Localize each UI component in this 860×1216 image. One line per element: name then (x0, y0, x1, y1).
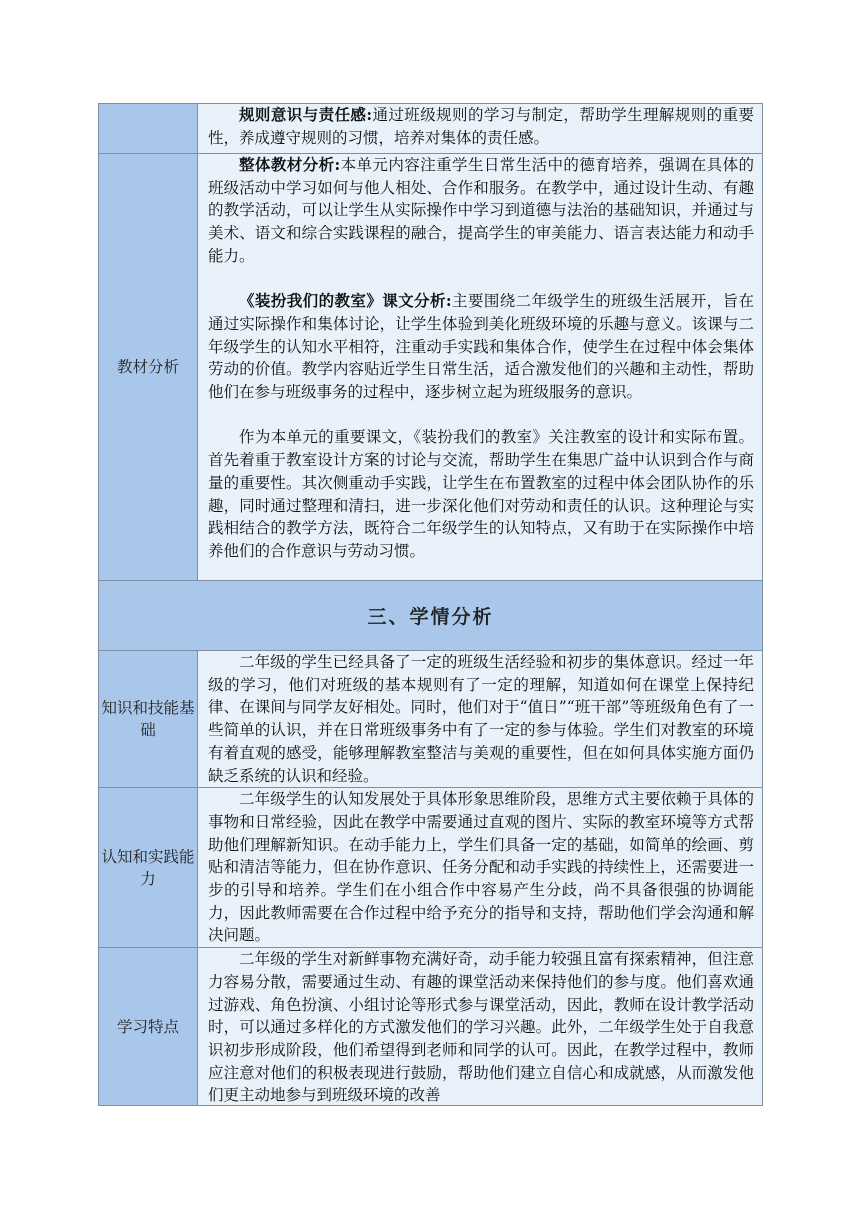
row-content-cognition (198, 788, 763, 948)
paragraph: 二年级的学生已经具备了一定的班级生活经验和初步的集体意识。经过一年级的学习，他们对班级的基本规则有了一定的理解，知道如何在课堂上保持纪律、在课间与同学友好相处。同时，他们对于“值日”“班干部”等班级角色有了一些简单的认识，并在日常班级事务中有了一定的参与体验。学生们对教室的环境有着直观的感受，能够理解教室整洁与美观的重要性，但在如何具体实施方面仍缺乏系统的认识和经验。 (208, 653, 754, 785)
paragraph-heading: 《装扮我们的教室》课文分析: (239, 291, 452, 311)
paragraph-heading: 整体教材分析: (239, 155, 341, 174)
row-learning (99, 948, 763, 1106)
row-rules (99, 104, 763, 154)
paragraph: 二年级学生的认知发展处于具体形象思维阶段，思维方式主要依赖于具体的事物和日常经验，因此在教学中需要通过直观的图片、实际的教室环境等方式帮助他们理解新知识。在动手能力上，学生们具备一定的基础，如简单的绘画、剪贴和清洁等能力，但在协作意识、任务分配和动手实践的持续性上，还需要进一步的引导和培养。学生们在小组合作中容易产生分歧，尚不具备很强的协调能力，因此教师需要在合作过程中给予充分的指导和支持，帮助他们学会沟通和解决问题。 (208, 790, 754, 945)
clipped-content (208, 948, 754, 1104)
row-material (99, 154, 763, 581)
paragraph-gap (208, 404, 754, 427)
paragraph-gap (208, 268, 754, 291)
row-content-rules (198, 104, 763, 154)
row-content-learning (198, 948, 763, 1106)
lesson-plan-table (98, 103, 763, 1106)
row-label-rules (99, 104, 198, 154)
paragraph-text: 主要围绕二年级学生的班级生活展开，旨在通过实际操作和集体讨论，让学生体验到美化班级环境的乐趣与意义。该课与二年级学生的认知水平相符，注重动手实践和集体合作，使学生在过程中体会集体劳动的价值。教学内容贴近学生日常生活，适合激发他们的兴趣和主动性，帮助他们在参与班级事务的过程中，逐步树立起为班级服务的意识。 (208, 292, 754, 402)
row-content-knowledge (198, 651, 763, 788)
row-knowledge (99, 651, 763, 788)
section-title: 三、学情分析 (99, 581, 763, 651)
paragraph (208, 154, 754, 268)
row-content-material (198, 154, 763, 581)
row-label-knowledge: 知识和技能基础 (99, 651, 198, 788)
row-label-cognition: 认知和实践能力 (99, 788, 198, 948)
paragraph-text: 本单元内容注重学生日常生活中的德育培养，强调在具体的班级活动中学习如何与他人相处、合作和服务。在教学中，通过设计生动、有趣的教学活动，可以让学生从实际操作中学习到道德与法治的基础知识，并通过与美术、语文和综合实践课程的融合，提高学生的审美能力、语言表达能力和动手能力。 (208, 156, 754, 265)
row-label-learning: 学习特点 (99, 948, 198, 1106)
paragraph: 二年级的学生对新鲜事物充满好奇，动手能力较强且富有探索精神，但注意力容易分散，需要通过生动、有趣的课堂活动来保持他们的参与度。他们喜欢通过游戏、角色扮演、小组讨论等形式参与课堂活动，因此，教师在设计教学活动时，可以通过多样化的方式激发他们的学习兴趣。此外，二年级学生处于自我意识初步形成阶段，他们希望得到老师和同学的认可。因此，在教学过程中，教师应注意对他们的积极表现进行鼓励，帮助他们建立自信心和成就感，从而激发他们更主动地参与到班级环境的改善 (208, 950, 754, 1105)
row-label-material: 教材分析 (99, 154, 198, 581)
paragraph-text: 通过班级规则的学习与制定，帮助学生理解规则的重要性，养成遵守规则的习惯，培养对集体的责任感。 (208, 106, 754, 147)
paragraph-heading: 规则意识与责任感: (239, 105, 373, 124)
row-section-heading (99, 581, 763, 651)
row-cognition (99, 788, 763, 948)
paragraph (208, 290, 754, 404)
paragraph: 作为本单元的重要课文，《装扮我们的教室》关注教室的设计和实际布置。首先着重于教室设计方案的讨论与交流，帮助学生在集思广益中认识到合作与商量的重要性。其次侧重动手实践，让学生在布置教室的过程中体会团队协作的乐趣，同时通过整理和清扫，进一步深化他们对劳动和责任的认识。这种理论与实践相结合的教学方法，既符合二年级学生的认知特点，又有助于在实际操作中培养他们的合作意识与劳动习惯。 (208, 428, 754, 560)
paragraph (208, 104, 754, 149)
